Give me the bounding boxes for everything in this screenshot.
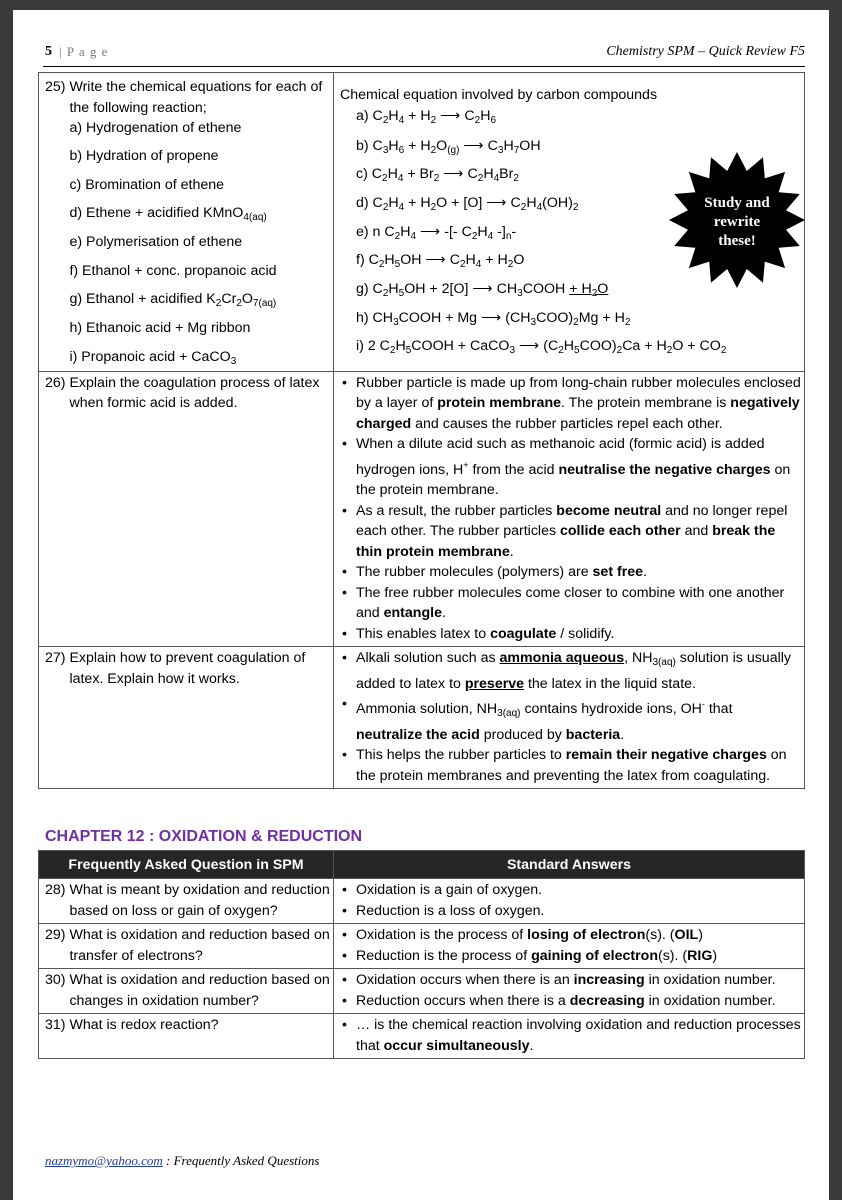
list-item: • When a dilute acid such as methanoic acid (formic acid) is added hydrogen ions, H+ from the acid neutralise the negative charges on the protein membrane. bbox=[340, 434, 801, 501]
question-number: 26) bbox=[45, 374, 70, 391]
page-word: | P a g e bbox=[59, 44, 109, 59]
equation: a) $C_2H_4 + H_2$ ⟶ $C_2H_6$ bbox=[356, 107, 497, 126]
question-cell-31 bbox=[39, 1014, 334, 1059]
page-header bbox=[43, 40, 805, 67]
table-row bbox=[39, 969, 805, 1014]
question-cell-29 bbox=[39, 924, 334, 969]
question-cell-25 bbox=[39, 73, 334, 372]
equation: h) $CH_3COOH + Mg$ ⟶ $(CH_3COO)_2Mg + H_2$ bbox=[356, 309, 631, 328]
question-number: 31) bbox=[45, 1017, 70, 1033]
list-item: • Reduction occurs when there is a decreasing in oxidation number. bbox=[340, 991, 801, 1012]
list-item: • The free rubber molecules come closer to combine with one another and entangle. bbox=[340, 583, 801, 624]
question-number: 29) bbox=[45, 927, 70, 943]
question-number: 28) bbox=[45, 882, 70, 898]
document-title: Chemistry SPM – Quick Review F5 bbox=[606, 44, 805, 59]
answer-title: Chemical equation involved by carbon compounds bbox=[340, 87, 658, 103]
question-intro: Write the chemical equations for each of the following reaction; bbox=[69, 79, 323, 116]
equation: b) $C_3H_6 + H_2O_{(g)}$ ⟶ $C_3H_7OH$ bbox=[356, 137, 541, 156]
question-text: What is meant by oxidation and reduction based on loss or gain of oxygen? bbox=[69, 882, 330, 919]
column-header: Frequently Asked Question in SPM bbox=[39, 851, 334, 879]
list-item: e) Polymerisation of ethene bbox=[69, 234, 243, 251]
list-item: • As a result, the rubber particles become neutral and no longer repel each other. The rubber particles collide each other and break the thin protein membrane. bbox=[340, 501, 801, 563]
answer-cell-29 bbox=[334, 924, 805, 969]
star-line: these! bbox=[718, 233, 756, 249]
equation: f) $C_2H_5OH$ ⟶ $C_2H_4 + H_2O$ bbox=[356, 252, 525, 271]
question-text: What is redox reaction? bbox=[69, 1017, 219, 1033]
column-header: Standard Answers bbox=[334, 851, 805, 879]
list-item: c) Bromination of ethene bbox=[69, 176, 225, 193]
list-item: g) Ethanol + acidified $K_2Cr_2O_{7(aq)}$ bbox=[69, 291, 277, 310]
answer-cell-27 bbox=[334, 647, 805, 789]
list-item: i) Propanoic acid + CaCO$_3$ bbox=[69, 348, 237, 367]
list-item: • … is the chemical reaction involving oxidation and reduction processes that occur simultaneously. bbox=[340, 1015, 801, 1056]
list-item: • Oxidation is the process of losing of electron(s). (OIL) bbox=[340, 925, 801, 946]
list-item: d) Ethene + acidified KMnO$_{4(aq)}$ bbox=[69, 205, 267, 224]
footer-text: : Frequently Asked Questions bbox=[162, 1153, 320, 1168]
list-item: b) Hydration of propene bbox=[69, 148, 219, 164]
question-cell-26 bbox=[39, 371, 334, 647]
list-item: h) Ethanoic acid + Mg ribbon bbox=[69, 320, 251, 337]
answer-cell-28 bbox=[334, 879, 805, 924]
star-line: rewrite bbox=[713, 214, 761, 230]
list-item: f) Ethanol + conc. propanoic acid bbox=[69, 262, 277, 279]
list-item: • This helps the rubber particles to remain their negative charges on the protein membranes and preventing the latex from coagulating. bbox=[340, 745, 801, 786]
footer-email-link[interactable]: nazmymo@yahoo.com bbox=[45, 1153, 163, 1168]
table-header-row bbox=[39, 851, 805, 879]
list-item: • Reduction is the process of gaining of electron(s). (RIG) bbox=[340, 946, 801, 967]
question-text: What is oxidation and reduction based on transfer of electrons? bbox=[69, 927, 330, 964]
equation: i) 2 $C_2H_5COOH$ + CaCO$_3$ ⟶ $(C_2H_5COO)_2Ca + H_2O + CO_2$ bbox=[356, 338, 727, 357]
list-item: • This enables latex to coagulate / solidify. bbox=[340, 624, 801, 645]
star-text bbox=[667, 194, 807, 251]
page-footer bbox=[45, 1153, 319, 1169]
table-row bbox=[39, 879, 805, 924]
answer-cell-26 bbox=[334, 371, 805, 647]
list-item: • The rubber molecules (polymers) are set free. bbox=[340, 562, 801, 583]
equation: d) $C_2H_4 + H_2O + [O]$ ⟶ $C_2H_4(OH)_2$ bbox=[356, 194, 579, 213]
list-item: • Oxidation occurs when there is an increasing in oxidation number. bbox=[340, 970, 801, 991]
list-item: • Oxidation is a gain of oxygen. bbox=[340, 880, 801, 901]
list-item: • Alkali solution such as ammonia aqueous, $NH_{3(aq)}$ solution is usually added to latex to preserve the latex in the liquid state. bbox=[340, 648, 801, 694]
table-row bbox=[39, 647, 805, 789]
equation: e) n $C_2H_4$ ⟶ -[- $C_2H_4$ $-]_n-$ bbox=[356, 223, 517, 242]
document-page bbox=[13, 10, 829, 1200]
question-number: 30) bbox=[45, 972, 70, 988]
list-item: a) Hydrogenation of ethene bbox=[69, 120, 242, 136]
page-number: 5 bbox=[45, 44, 52, 59]
answer-cell-31 bbox=[334, 1014, 805, 1059]
table-row bbox=[39, 1014, 805, 1059]
answer-cell-30 bbox=[334, 969, 805, 1014]
question-cell-27 bbox=[39, 647, 334, 789]
equation: c) $C_2H_4 + Br_2$ ⟶ $C_2H_4Br_2$ bbox=[356, 166, 519, 185]
star-line: Study and bbox=[704, 195, 770, 211]
list-item: • Ammonia solution, $NH_{3(aq)}$ contains hydroxide ions, OH- that neutralize the acid produced by bacteria. bbox=[340, 694, 801, 745]
equation: g) $C_2H_5OH + 2[O]$ ⟶ $CH_3COOH + H_2O$ bbox=[356, 280, 609, 299]
table-row bbox=[39, 924, 805, 969]
chapter-heading: CHAPTER 12 : OXIDATION & REDUCTION bbox=[45, 828, 363, 845]
list-item: • Rubber particle is made up from long-chain rubber molecules enclosed by a layer of protein membrane. The protein membrane is negatively charged and causes the rubber particles repel each other. bbox=[340, 373, 801, 435]
question-number: 27) bbox=[45, 650, 70, 667]
table-row bbox=[39, 371, 805, 647]
question-cell-28 bbox=[39, 879, 334, 924]
question-text: What is oxidation and reduction based on changes in oxidation number? bbox=[69, 972, 330, 1009]
question-cell-30 bbox=[39, 969, 334, 1014]
question-text: Explain the coagulation process of latex when formic acid is added. bbox=[69, 374, 320, 412]
question-text: Explain how to prevent coagulation of latex. Explain how it works. bbox=[69, 650, 306, 687]
table-chapter-12 bbox=[38, 850, 805, 1059]
list-item: • Reduction is a loss of oxygen. bbox=[340, 901, 801, 922]
study-star-badge bbox=[667, 150, 807, 290]
question-number: 25) bbox=[45, 79, 70, 95]
